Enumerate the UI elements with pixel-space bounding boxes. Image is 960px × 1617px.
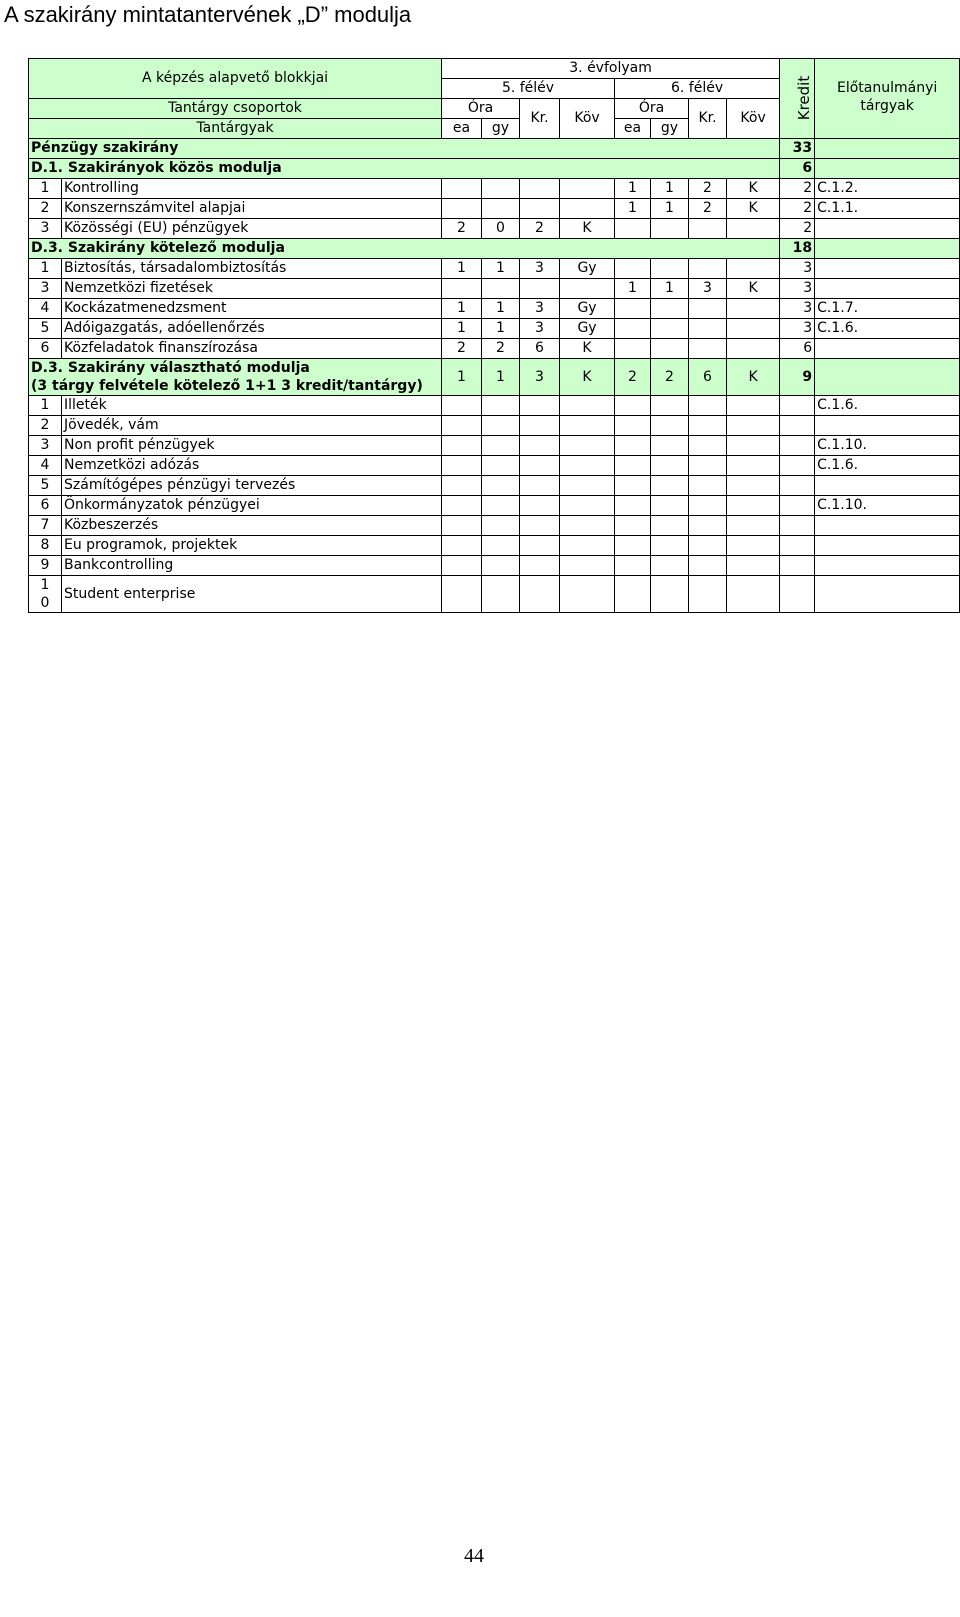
empty-cell: [520, 416, 560, 436]
semester-6-header: 6. félév: [615, 79, 780, 99]
empty-cell: [482, 556, 520, 576]
sem6-credits: [689, 219, 727, 239]
empty-cell: [780, 396, 815, 416]
empty-cell: [560, 496, 615, 516]
subject-credit: 3: [780, 319, 815, 339]
sem5-practice-hours: [482, 199, 520, 219]
elective-sem6-credits: 6: [689, 359, 727, 396]
empty-cell: [442, 416, 482, 436]
subject-prereq: C.1.2.: [815, 179, 960, 199]
subject-prereq: [815, 536, 960, 556]
empty-cell: [780, 476, 815, 496]
subject-prereq: [815, 476, 960, 496]
subject-name: Közösségi (EU) pénzügyek: [62, 219, 442, 239]
sem6-lecture-hours: 1: [615, 199, 651, 219]
empty-cell: [689, 536, 727, 556]
subject-prereq: C.1.7.: [815, 299, 960, 319]
sem6-practice-hours: [651, 259, 689, 279]
subject-number: 4: [29, 456, 62, 476]
module-credit: 6: [780, 159, 815, 179]
sem6-lecture-hours: [615, 259, 651, 279]
elective-sem5-practice-hours: 1: [482, 359, 520, 396]
empty-cell: [520, 456, 560, 476]
empty-cell: [727, 396, 780, 416]
sem5-credits: [520, 179, 560, 199]
sem5-practice-hours: [482, 279, 520, 299]
sem6-requirement: [727, 219, 780, 239]
sem5-credits: [520, 279, 560, 299]
subject-number: 1: [29, 259, 62, 279]
subject-name: Kockázatmenedzsment: [62, 299, 442, 319]
subject-row: [29, 219, 960, 239]
subject-name: Konszernszámvitel alapjai: [62, 199, 442, 219]
credit-header: Kredit: [780, 59, 815, 139]
subject-prereq: C.1.10.: [815, 436, 960, 456]
sem5-requirement: Gy: [560, 259, 615, 279]
subject-row: [29, 299, 960, 319]
sem6-lecture-hours: [615, 339, 651, 359]
empty-cell: [689, 456, 727, 476]
empty-cell: [651, 396, 689, 416]
sem6-credits: [689, 319, 727, 339]
empty-cell: [482, 496, 520, 516]
empty-cell: [482, 476, 520, 496]
empty-cell: [651, 576, 689, 613]
elective-header-row: [29, 359, 960, 396]
sem5-practice-hours: 1: [482, 259, 520, 279]
empty-cell: [689, 396, 727, 416]
subject-name: Számítógépes pénzügyi tervezés: [62, 476, 442, 496]
sem5-practice-hours: 0: [482, 219, 520, 239]
curriculum-table: [28, 58, 960, 613]
subject-number: 3: [29, 219, 62, 239]
page-title: A szakirány mintatantervének „D” modulja: [4, 2, 412, 27]
empty-cell: [615, 416, 651, 436]
subject-prereq: C.1.6.: [815, 456, 960, 476]
elective-subject-row: [29, 496, 960, 516]
kov-header-5: Köv: [560, 99, 615, 139]
subject-number: 5: [29, 319, 62, 339]
empty-cell: [442, 556, 482, 576]
elective-subject-row: [29, 576, 960, 613]
subject-credit: 3: [780, 259, 815, 279]
empty-cell: [442, 396, 482, 416]
sem6-lecture-hours: 1: [615, 179, 651, 199]
empty-cell: [442, 536, 482, 556]
elective-credit: 9: [780, 359, 815, 396]
page-number: 44: [464, 1545, 484, 1567]
subject-prereq: C.1.1.: [815, 199, 960, 219]
practice-header-6: gy: [651, 119, 689, 139]
empty-cell: [615, 476, 651, 496]
elective-subject-row: [29, 456, 960, 476]
empty-cell: [520, 576, 560, 613]
empty-cell: [560, 456, 615, 476]
sem6-requirement: [727, 319, 780, 339]
subject-number: 3: [29, 436, 62, 456]
blocks-header: A képzés alapvető blokkjai: [29, 59, 442, 99]
empty-cell: [560, 536, 615, 556]
empty-cell: [615, 516, 651, 536]
subject-prereq: [815, 279, 960, 299]
empty-cell: [520, 536, 560, 556]
subject-credit: 2: [780, 199, 815, 219]
elective-title-line-1: D.3. Szakirány választható modulja: [31, 360, 310, 376]
empty-cell: [651, 496, 689, 516]
subject-name: Bankcontrolling: [62, 556, 442, 576]
subject-credit: 3: [780, 299, 815, 319]
empty-cell: [615, 576, 651, 613]
elective-subject-row: [29, 416, 960, 436]
empty-cell: [689, 496, 727, 516]
sem5-lecture-hours: 1: [442, 319, 482, 339]
sem6-lecture-hours: [615, 219, 651, 239]
kov-header-6: Köv: [727, 99, 780, 139]
subject-prereq: [815, 556, 960, 576]
subject-number: 8: [29, 536, 62, 556]
empty-cell: [780, 576, 815, 613]
empty-cell: [560, 416, 615, 436]
empty-cell: [442, 496, 482, 516]
empty-cell: [482, 416, 520, 436]
empty-cell: [689, 416, 727, 436]
empty-cell: [780, 536, 815, 556]
subject-name: Biztosítás, társadalombiztosítás: [62, 259, 442, 279]
semester-5-header: 5. félév: [442, 79, 615, 99]
header-row-1: [29, 59, 960, 79]
subject-number: 7: [29, 516, 62, 536]
module-header-row: [29, 239, 960, 259]
subject-number: 2: [29, 199, 62, 219]
empty-cell: [615, 496, 651, 516]
subject-number: 5: [29, 476, 62, 496]
empty-cell: [727, 556, 780, 576]
sem5-lecture-hours: 2: [442, 339, 482, 359]
sem5-requirement: Gy: [560, 319, 615, 339]
sem5-credits: 2: [520, 219, 560, 239]
subjects-header: Tantárgyak: [29, 119, 442, 139]
empty-cell: [560, 436, 615, 456]
subject-credit: 3: [780, 279, 815, 299]
specialization-prereq: [815, 139, 960, 159]
elective-sem6-requirement: K: [727, 359, 780, 396]
sem6-practice-hours: [651, 339, 689, 359]
specialization-credit: 33: [780, 139, 815, 159]
sem5-lecture-hours: [442, 279, 482, 299]
empty-cell: [651, 456, 689, 476]
subject-number: 9: [29, 556, 62, 576]
empty-cell: [520, 476, 560, 496]
sem5-requirement: [560, 179, 615, 199]
sem6-requirement: [727, 299, 780, 319]
empty-cell: [727, 576, 780, 613]
subject-prereq: [815, 219, 960, 239]
empty-cell: [520, 396, 560, 416]
subject-prereq: [815, 576, 960, 613]
module-prereq: [815, 239, 960, 259]
empty-cell: [780, 416, 815, 436]
empty-cell: [482, 516, 520, 536]
subject-name: Eu programok, projektek: [62, 536, 442, 556]
elective-subject-row: [29, 556, 960, 576]
elective-sem5-lecture-hours: 1: [442, 359, 482, 396]
empty-cell: [689, 476, 727, 496]
empty-cell: [780, 456, 815, 476]
sem5-practice-hours: 1: [482, 299, 520, 319]
subject-name: Adóigazgatás, adóellenőrzés: [62, 319, 442, 339]
specialization-name: Pénzügy szakirány: [29, 139, 780, 159]
subject-name: Nemzetközi fizetések: [62, 279, 442, 299]
empty-cell: [520, 436, 560, 456]
empty-cell: [727, 536, 780, 556]
empty-cell: [689, 516, 727, 536]
subject-row: [29, 179, 960, 199]
empty-cell: [482, 436, 520, 456]
sem6-requirement: K: [727, 279, 780, 299]
elective-prereq: [815, 359, 960, 396]
subject-number-line-1: 1: [40, 577, 50, 593]
sem5-requirement: [560, 199, 615, 219]
subject-number: 6: [29, 339, 62, 359]
empty-cell: [442, 436, 482, 456]
empty-cell: [651, 436, 689, 456]
sem5-credits: 6: [520, 339, 560, 359]
sem5-requirement: K: [560, 339, 615, 359]
subject-number: 2: [29, 416, 62, 436]
empty-cell: [780, 436, 815, 456]
empty-cell: [651, 536, 689, 556]
empty-cell: [560, 476, 615, 496]
subject-row: [29, 259, 960, 279]
subject-prereq: [815, 516, 960, 536]
subject-name: Non profit pénzügyek: [62, 436, 442, 456]
empty-cell: [520, 516, 560, 536]
module-header-row: [29, 159, 960, 179]
empty-cell: [651, 476, 689, 496]
subject-name: Közfeladatok finanszírozása: [62, 339, 442, 359]
sem6-requirement: K: [727, 199, 780, 219]
sem5-lecture-hours: [442, 179, 482, 199]
empty-cell: [442, 476, 482, 496]
elective-subject-row: [29, 396, 960, 416]
empty-cell: [482, 536, 520, 556]
sem6-practice-hours: [651, 219, 689, 239]
subject-number: 1: [29, 396, 62, 416]
sem6-lecture-hours: 1: [615, 279, 651, 299]
hours-header-5: Óra: [442, 99, 520, 119]
module-title: D.1. Szakirányok közös modulja: [29, 159, 780, 179]
elective-subject-row: [29, 516, 960, 536]
empty-cell: [482, 576, 520, 613]
lecture-header-5: ea: [442, 119, 482, 139]
sem5-practice-hours: [482, 179, 520, 199]
sem5-requirement: [560, 279, 615, 299]
empty-cell: [615, 536, 651, 556]
elective-sem5-requirement: K: [560, 359, 615, 396]
empty-cell: [651, 556, 689, 576]
sem5-credits: 3: [520, 299, 560, 319]
subject-number: [29, 576, 62, 613]
module-prereq: [815, 159, 960, 179]
subject-name: Önkormányzatok pénzügyei: [62, 496, 442, 516]
sem5-lecture-hours: 2: [442, 219, 482, 239]
practice-header-5: gy: [482, 119, 520, 139]
empty-cell: [651, 516, 689, 536]
elective-subject-row: [29, 536, 960, 556]
sem5-credits: [520, 199, 560, 219]
empty-cell: [727, 416, 780, 436]
empty-cell: [727, 516, 780, 536]
subject-prereq: [815, 416, 960, 436]
subject-prereq: C.1.6.: [815, 319, 960, 339]
empty-cell: [520, 556, 560, 576]
empty-cell: [727, 436, 780, 456]
sem6-requirement: K: [727, 179, 780, 199]
prerequisites-header: Előtanulmányi tárgyak: [815, 59, 960, 139]
subject-number: 1: [29, 179, 62, 199]
sem6-lecture-hours: [615, 299, 651, 319]
sem5-practice-hours: 2: [482, 339, 520, 359]
elective-subject-row: [29, 436, 960, 456]
sem6-lecture-hours: [615, 319, 651, 339]
sem6-practice-hours: 1: [651, 199, 689, 219]
subject-name: Nemzetközi adózás: [62, 456, 442, 476]
empty-cell: [615, 456, 651, 476]
lecture-header-6: ea: [615, 119, 651, 139]
elective-title: [29, 359, 442, 396]
empty-cell: [560, 576, 615, 613]
subject-number-line-2: 0: [40, 595, 50, 611]
empty-cell: [651, 416, 689, 436]
sem5-lecture-hours: 1: [442, 299, 482, 319]
subject-credit: 6: [780, 339, 815, 359]
sem6-credits: 3: [689, 279, 727, 299]
sem6-credits: 2: [689, 199, 727, 219]
subject-name: Kontrolling: [62, 179, 442, 199]
empty-cell: [615, 556, 651, 576]
sem6-requirement: [727, 259, 780, 279]
empty-cell: [780, 556, 815, 576]
subject-number: 3: [29, 279, 62, 299]
kr-header-5: Kr.: [520, 99, 560, 139]
sem5-requirement: Gy: [560, 299, 615, 319]
sem6-credits: [689, 299, 727, 319]
sem6-requirement: [727, 339, 780, 359]
specialization-row: [29, 139, 960, 159]
subject-prereq: [815, 259, 960, 279]
empty-cell: [482, 456, 520, 476]
subject-row: [29, 199, 960, 219]
subject-name: Illeték: [62, 396, 442, 416]
empty-cell: [689, 576, 727, 613]
sem6-practice-hours: 1: [651, 179, 689, 199]
empty-cell: [560, 556, 615, 576]
elective-sem6-practice-hours: 2: [651, 359, 689, 396]
elective-sem5-credits: 3: [520, 359, 560, 396]
sem5-credits: 3: [520, 259, 560, 279]
subject-number: 6: [29, 496, 62, 516]
empty-cell: [689, 436, 727, 456]
empty-cell: [482, 396, 520, 416]
sem6-practice-hours: [651, 319, 689, 339]
elective-sem6-lecture-hours: 2: [615, 359, 651, 396]
empty-cell: [560, 396, 615, 416]
subject-prereq: C.1.10.: [815, 496, 960, 516]
subject-credit: 2: [780, 179, 815, 199]
empty-cell: [780, 496, 815, 516]
sem6-credits: 2: [689, 179, 727, 199]
sem6-practice-hours: 1: [651, 279, 689, 299]
sem5-practice-hours: 1: [482, 319, 520, 339]
subject-name: Jövedék, vám: [62, 416, 442, 436]
empty-cell: [727, 476, 780, 496]
empty-cell: [520, 496, 560, 516]
subject-row: [29, 279, 960, 299]
module-credit: 18: [780, 239, 815, 259]
sem5-requirement: K: [560, 219, 615, 239]
sem6-credits: [689, 259, 727, 279]
empty-cell: [615, 436, 651, 456]
empty-cell: [560, 516, 615, 536]
year-header: 3. évfolyam: [442, 59, 780, 79]
empty-cell: [727, 456, 780, 476]
empty-cell: [780, 516, 815, 536]
empty-cell: [727, 496, 780, 516]
empty-cell: [615, 396, 651, 416]
empty-cell: [689, 556, 727, 576]
subject-prereq: [815, 339, 960, 359]
empty-cell: [442, 456, 482, 476]
subject-row: [29, 339, 960, 359]
subject-name: Közbeszerzés: [62, 516, 442, 536]
sem6-credits: [689, 339, 727, 359]
sem5-lecture-hours: [442, 199, 482, 219]
subject-name: Student enterprise: [62, 576, 442, 613]
elective-title-line-2: (3 tárgy felvétele kötelező 1+1 3 kredit/tantárgy): [31, 378, 423, 394]
sem5-lecture-hours: 1: [442, 259, 482, 279]
subject-number: 4: [29, 299, 62, 319]
subject-row: [29, 319, 960, 339]
module-title: D.3. Szakirány kötelező modulja: [29, 239, 780, 259]
subject-credit: 2: [780, 219, 815, 239]
empty-cell: [442, 516, 482, 536]
empty-cell: [442, 576, 482, 613]
hours-header-6: Óra: [615, 99, 689, 119]
kr-header-6: Kr.: [689, 99, 727, 139]
sem5-credits: 3: [520, 319, 560, 339]
subject-groups-header: Tantárgy csoportok: [29, 99, 442, 119]
subject-prereq: C.1.6.: [815, 396, 960, 416]
elective-subject-row: [29, 476, 960, 496]
sem6-practice-hours: [651, 299, 689, 319]
